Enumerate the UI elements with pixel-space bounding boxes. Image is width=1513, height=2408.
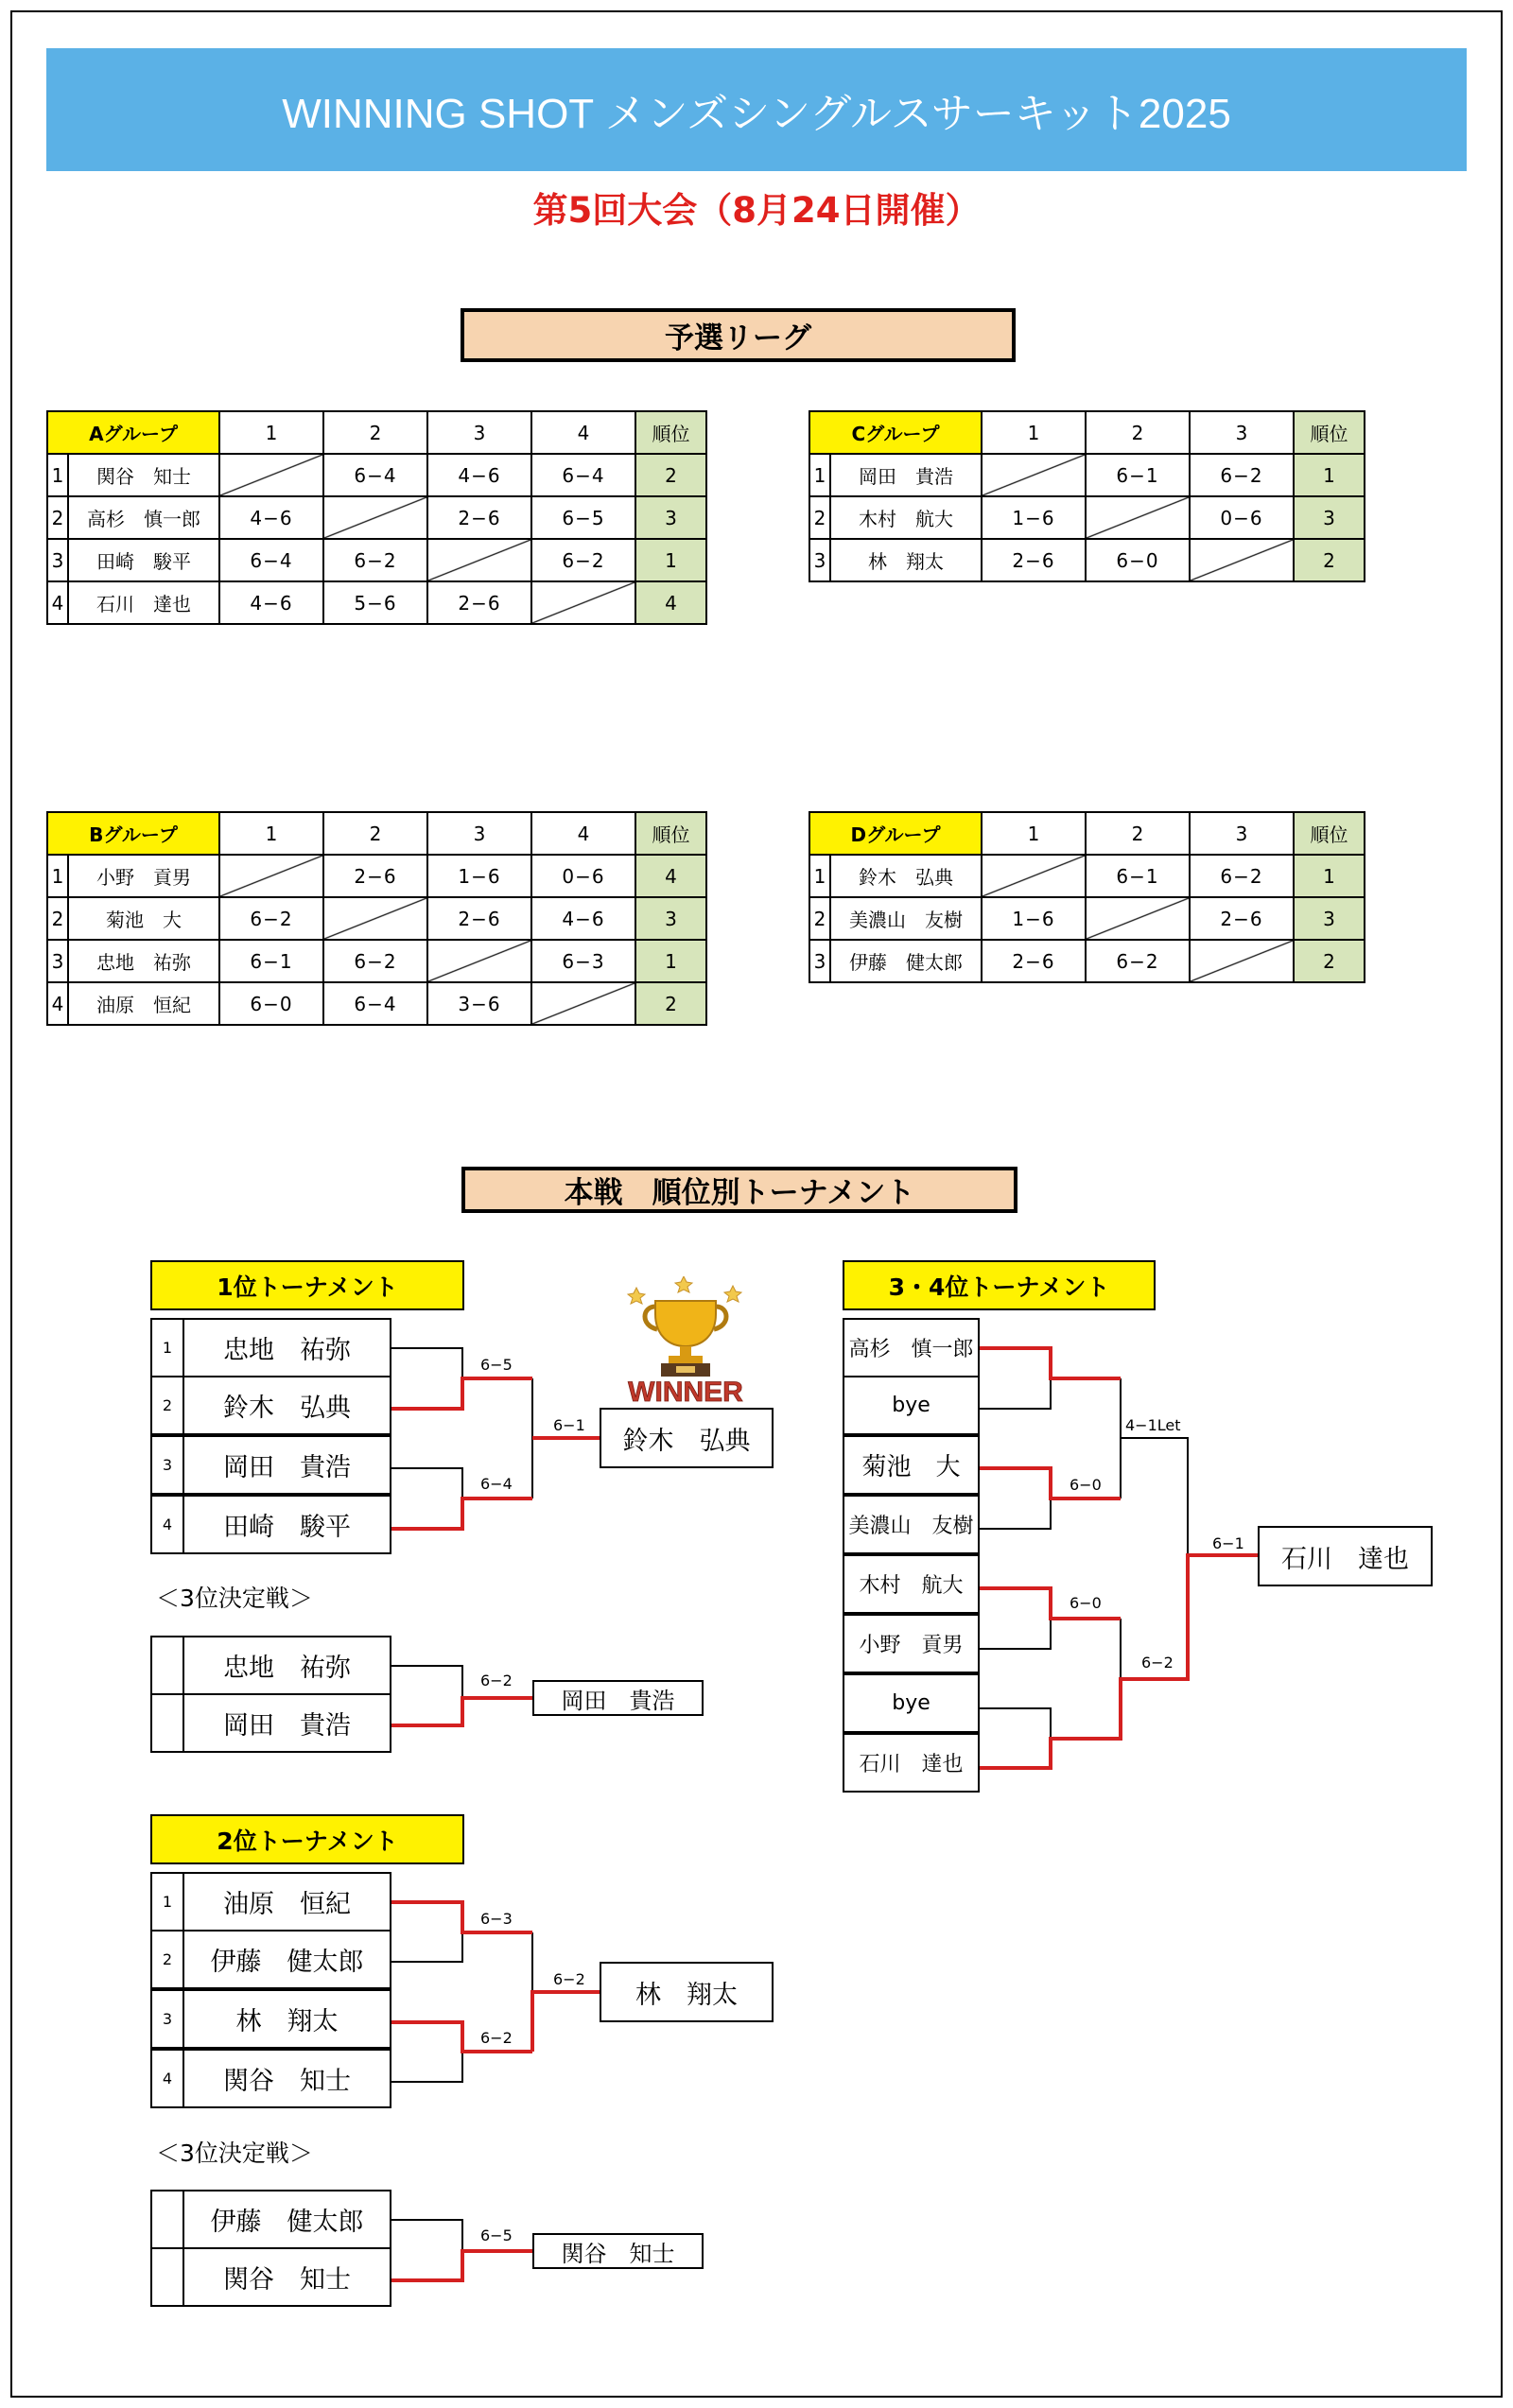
match-score: 6−4 [323, 982, 427, 1025]
t1-label: 1位トーナメント [150, 1260, 464, 1310]
t34-player-name: 石川 達也 [843, 1733, 980, 1793]
group-b-label: Bグループ [47, 812, 219, 855]
t34-r1-score-c: 6−0 [1070, 1594, 1102, 1612]
t1-third-score: 6−2 [480, 1672, 513, 1689]
player-name: 小野 貢男 [68, 855, 219, 897]
group-c-col-header: 2 [1086, 411, 1190, 454]
match-score: 6−2 [323, 940, 427, 982]
t34-player-entry [843, 1377, 980, 1437]
t1-third-winner-box: 岡田 貴浩 [532, 1680, 704, 1716]
t1-player-seed: 1 [150, 1318, 184, 1377]
t2-connector [391, 1932, 462, 1962]
rank-cell: 2 [635, 982, 706, 1025]
t34-player-name: bye [843, 1376, 980, 1435]
group-c-col-header: 3 [1190, 411, 1294, 454]
main-tournament-heading: 本戦 順位別トーナメント [461, 1167, 1017, 1213]
t34-player-name: 美濃山 友樹 [843, 1495, 980, 1554]
t2-player-seed: 1 [150, 1872, 184, 1932]
match-score: 1−6 [982, 496, 1086, 539]
tournament-title-banner: WINNING SHOT メンズシングルスサーキット2025 [46, 48, 1467, 171]
match-score: 0−6 [1190, 496, 1294, 539]
player-index: 3 [47, 940, 68, 982]
match-score: 6−5 [531, 496, 635, 539]
trophy-icon [600, 1276, 771, 1409]
match-score: 1−6 [982, 897, 1086, 940]
t1-player-entry [150, 1377, 391, 1437]
t34-player-name: 菊池 大 [843, 1435, 980, 1495]
t2-label: 2位トーナメント [150, 1814, 464, 1864]
player-index: 2 [809, 496, 830, 539]
t1-player-name: 鈴木 弘典 [184, 1376, 391, 1435]
match-score: 6−0 [219, 982, 323, 1025]
match-score: 6−2 [1190, 855, 1294, 897]
match-score: 6−2 [531, 539, 635, 581]
player-name: 忠地 祐弥 [68, 940, 219, 982]
player-index: 4 [47, 581, 68, 624]
group-b-col-header: 3 [427, 812, 531, 855]
t2-third-player-entry [150, 2249, 391, 2309]
player-name: 美濃山 友樹 [830, 897, 982, 940]
t34-player-entry [843, 1497, 980, 1556]
t1-semi1-score: 6−5 [480, 1356, 513, 1374]
t2-win-path [532, 1992, 600, 2052]
match-score: 4−6 [427, 454, 531, 496]
t34-player-name: 木村 航大 [843, 1554, 980, 1614]
t2-player-name: 林 翔太 [184, 1989, 391, 2049]
t34-player-entry [843, 1735, 980, 1794]
t1-third-player-seed-blank [150, 1693, 184, 1753]
match-score: 2−6 [982, 539, 1086, 581]
t34-player-name: 高杉 慎一郎 [843, 1318, 980, 1377]
t1-final-score: 6−1 [553, 1416, 585, 1434]
player-index: 3 [47, 539, 68, 581]
player-index: 2 [47, 897, 68, 940]
group-a-col-header: 3 [427, 411, 531, 454]
match-score: 6−1 [1086, 454, 1190, 496]
t2-player-name: 伊藤 健太郎 [184, 1930, 391, 1989]
player-name: 関谷 知士 [68, 454, 219, 496]
t1-semi2-score: 6−4 [480, 1475, 513, 1493]
match-score: 4−6 [219, 581, 323, 624]
group-c-rank-header: 順位 [1294, 411, 1365, 454]
t34-label: 3・4位トーナメント [843, 1260, 1156, 1310]
t2-third-score: 6−5 [480, 2226, 513, 2244]
match-score: 2−6 [427, 897, 531, 940]
group-a-col-header: 1 [219, 411, 323, 454]
t1-player-entry [150, 1318, 391, 1377]
match-score: 6−0 [1086, 539, 1190, 581]
winner-badge-text: WINNER [628, 1377, 743, 1408]
t34-player-entry [843, 1556, 980, 1616]
t1-win-path [391, 1378, 532, 1409]
group-a-col-header: 4 [531, 411, 635, 454]
player-index: 4 [47, 982, 68, 1025]
t1-third-player-entry [150, 1695, 391, 1755]
player-name: 鈴木 弘典 [830, 855, 982, 897]
t34-player-entry [843, 1616, 980, 1675]
group-d-col-header: 1 [982, 812, 1086, 855]
group-a-label: Aグループ [47, 411, 219, 454]
t2-third-place-label: ＜3位決定戦＞ [156, 2139, 313, 2167]
player-name: 油原 恒紀 [68, 982, 219, 1025]
player-name: 石川 達也 [68, 581, 219, 624]
player-name: 木村 航大 [830, 496, 982, 539]
group-b-col-header: 2 [323, 812, 427, 855]
t1-third-player-entry [150, 1636, 391, 1695]
match-score: 4−6 [531, 897, 635, 940]
t1-player-seed: 2 [150, 1376, 184, 1435]
t34-player-name: 小野 貢男 [843, 1614, 980, 1673]
player-name: 菊池 大 [68, 897, 219, 940]
player-index: 2 [47, 496, 68, 539]
t2-third-player-seed-blank [150, 2247, 184, 2307]
rank-cell: 2 [635, 454, 706, 496]
group-d-label: Dグループ [809, 812, 982, 855]
match-score: 6−4 [531, 454, 635, 496]
match-score: 6−1 [1086, 855, 1190, 897]
t2-player-seed: 3 [150, 1989, 184, 2049]
t2-third-player-name: 関谷 知士 [184, 2247, 391, 2307]
t34-final-score: 6−1 [1212, 1534, 1244, 1552]
player-name: 高杉 慎一郎 [68, 496, 219, 539]
t34-connector [980, 1708, 1051, 1739]
t2-final-score: 6−2 [553, 1970, 585, 1988]
match-score: 2−6 [427, 581, 531, 624]
t1-third-player-name: 忠地 祐弥 [184, 1636, 391, 1695]
match-score: 6−3 [531, 940, 635, 982]
t1-connector [391, 1468, 462, 1499]
t1-player-seed: 4 [150, 1495, 184, 1554]
rank-cell: 3 [635, 897, 706, 940]
rank-cell: 2 [1294, 539, 1365, 581]
t1-winner-box: 鈴木 弘典 [600, 1408, 774, 1468]
rank-cell: 3 [1294, 897, 1365, 940]
match-score: 4−6 [219, 496, 323, 539]
group-b-col-header: 4 [531, 812, 635, 855]
rank-cell: 3 [635, 496, 706, 539]
rank-cell: 1 [635, 940, 706, 982]
t2-third-player-entry [150, 2190, 391, 2249]
rank-cell: 4 [635, 581, 706, 624]
t34-sf2-score: 6−2 [1141, 1654, 1174, 1672]
group-c-label: Cグループ [809, 411, 982, 454]
player-index: 3 [809, 539, 830, 581]
t2-player-name: 油原 恒紀 [184, 1872, 391, 1932]
t1-player-name: 田崎 駿平 [184, 1495, 391, 1554]
rank-cell: 1 [1294, 855, 1365, 897]
player-name: 岡田 貴浩 [830, 454, 982, 496]
match-score: 0−6 [531, 855, 635, 897]
t1-player-entry [150, 1497, 391, 1556]
t2-third-connector [391, 2220, 462, 2250]
t2-semi1-score: 6−3 [480, 1910, 513, 1928]
t34-sf1-score: 4−1Let [1125, 1416, 1181, 1434]
t34-player-entry [843, 1318, 980, 1377]
t2-third-player-name: 伊藤 健太郎 [184, 2190, 391, 2249]
player-index: 1 [47, 855, 68, 897]
t34-connector [980, 1619, 1051, 1649]
group-d-col-header: 2 [1086, 812, 1190, 855]
t2-player-name: 関谷 知士 [184, 2049, 391, 2108]
match-score: 6−4 [323, 454, 427, 496]
group-d-rank-header: 順位 [1294, 812, 1365, 855]
t2-semi2-score: 6−2 [480, 2029, 513, 2047]
player-name: 伊藤 健太郎 [830, 940, 982, 982]
t2-connector [391, 2052, 462, 2082]
match-score: 2−6 [323, 855, 427, 897]
t34-r1-score-b: 6−0 [1070, 1476, 1102, 1494]
t34-connector [980, 1378, 1051, 1409]
t2-player-seed: 4 [150, 2049, 184, 2108]
player-index: 2 [809, 897, 830, 940]
match-score: 6−1 [219, 940, 323, 982]
prelim-league-heading: 予選リーグ [461, 308, 1016, 362]
rank-cell: 1 [635, 539, 706, 581]
rank-cell: 3 [1294, 496, 1365, 539]
t1-third-connector [391, 1666, 462, 1696]
rank-cell: 2 [1294, 940, 1365, 982]
t1-win-path [391, 1499, 532, 1529]
match-score: 2−6 [427, 496, 531, 539]
t34-connector [1121, 1438, 1188, 1555]
group-c-col-header: 1 [982, 411, 1086, 454]
t1-connector [391, 1348, 462, 1378]
t1-player-entry [150, 1437, 391, 1497]
t2-player-entry [150, 1932, 391, 1991]
player-index: 1 [809, 454, 830, 496]
t2-player-entry [150, 2051, 391, 2110]
group-b-rank-header: 順位 [635, 812, 706, 855]
player-name: 林 翔太 [830, 539, 982, 581]
t2-third-winner-box: 関谷 知士 [532, 2233, 704, 2269]
group-b-col-header: 1 [219, 812, 323, 855]
match-score: 6−2 [219, 897, 323, 940]
rank-cell: 4 [635, 855, 706, 897]
t34-player-entry [843, 1437, 980, 1497]
match-score: 2−6 [982, 940, 1086, 982]
match-score: 1−6 [427, 855, 531, 897]
player-index: 1 [47, 454, 68, 496]
match-score: 6−2 [1190, 454, 1294, 496]
player-index: 1 [809, 855, 830, 897]
t1-third-win-path [391, 1698, 532, 1725]
match-score: 6−2 [1086, 940, 1190, 982]
match-score: 5−6 [323, 581, 427, 624]
t1-player-name: 岡田 貴浩 [184, 1435, 391, 1495]
t2-third-player-seed-blank [150, 2190, 184, 2249]
t2-winner-box: 林 翔太 [600, 1962, 774, 2022]
group-a-col-header: 2 [323, 411, 427, 454]
t34-win-path [980, 1348, 1121, 1378]
t1-third-player-seed-blank [150, 1636, 184, 1695]
event-subtitle: 第5回大会（8月24日開催） [532, 190, 981, 231]
player-name: 田崎 駿平 [68, 539, 219, 581]
player-index: 3 [809, 940, 830, 982]
t1-player-name: 忠地 祐弥 [184, 1318, 391, 1377]
group-a-rank-header: 順位 [635, 411, 706, 454]
t1-third-place-label: ＜3位決定戦＞ [156, 1585, 313, 1612]
match-score: 6−2 [323, 539, 427, 581]
group-d-col-header: 3 [1190, 812, 1294, 855]
match-score: 6−4 [219, 539, 323, 581]
t34-player-entry [843, 1675, 980, 1735]
t2-player-seed: 2 [150, 1930, 184, 1989]
t1-third-player-name: 岡田 貴浩 [184, 1693, 391, 1753]
t2-third-win-path [391, 2251, 532, 2280]
t2-player-entry [150, 1872, 391, 1932]
t34-connector [980, 1499, 1051, 1529]
t34-player-name: bye [843, 1673, 980, 1733]
match-score: 3−6 [427, 982, 531, 1025]
t1-player-seed: 3 [150, 1435, 184, 1495]
t2-player-entry [150, 1991, 391, 2051]
t34-winner-box: 石川 達也 [1258, 1526, 1433, 1586]
match-score: 2−6 [1190, 897, 1294, 940]
rank-cell: 1 [1294, 454, 1365, 496]
